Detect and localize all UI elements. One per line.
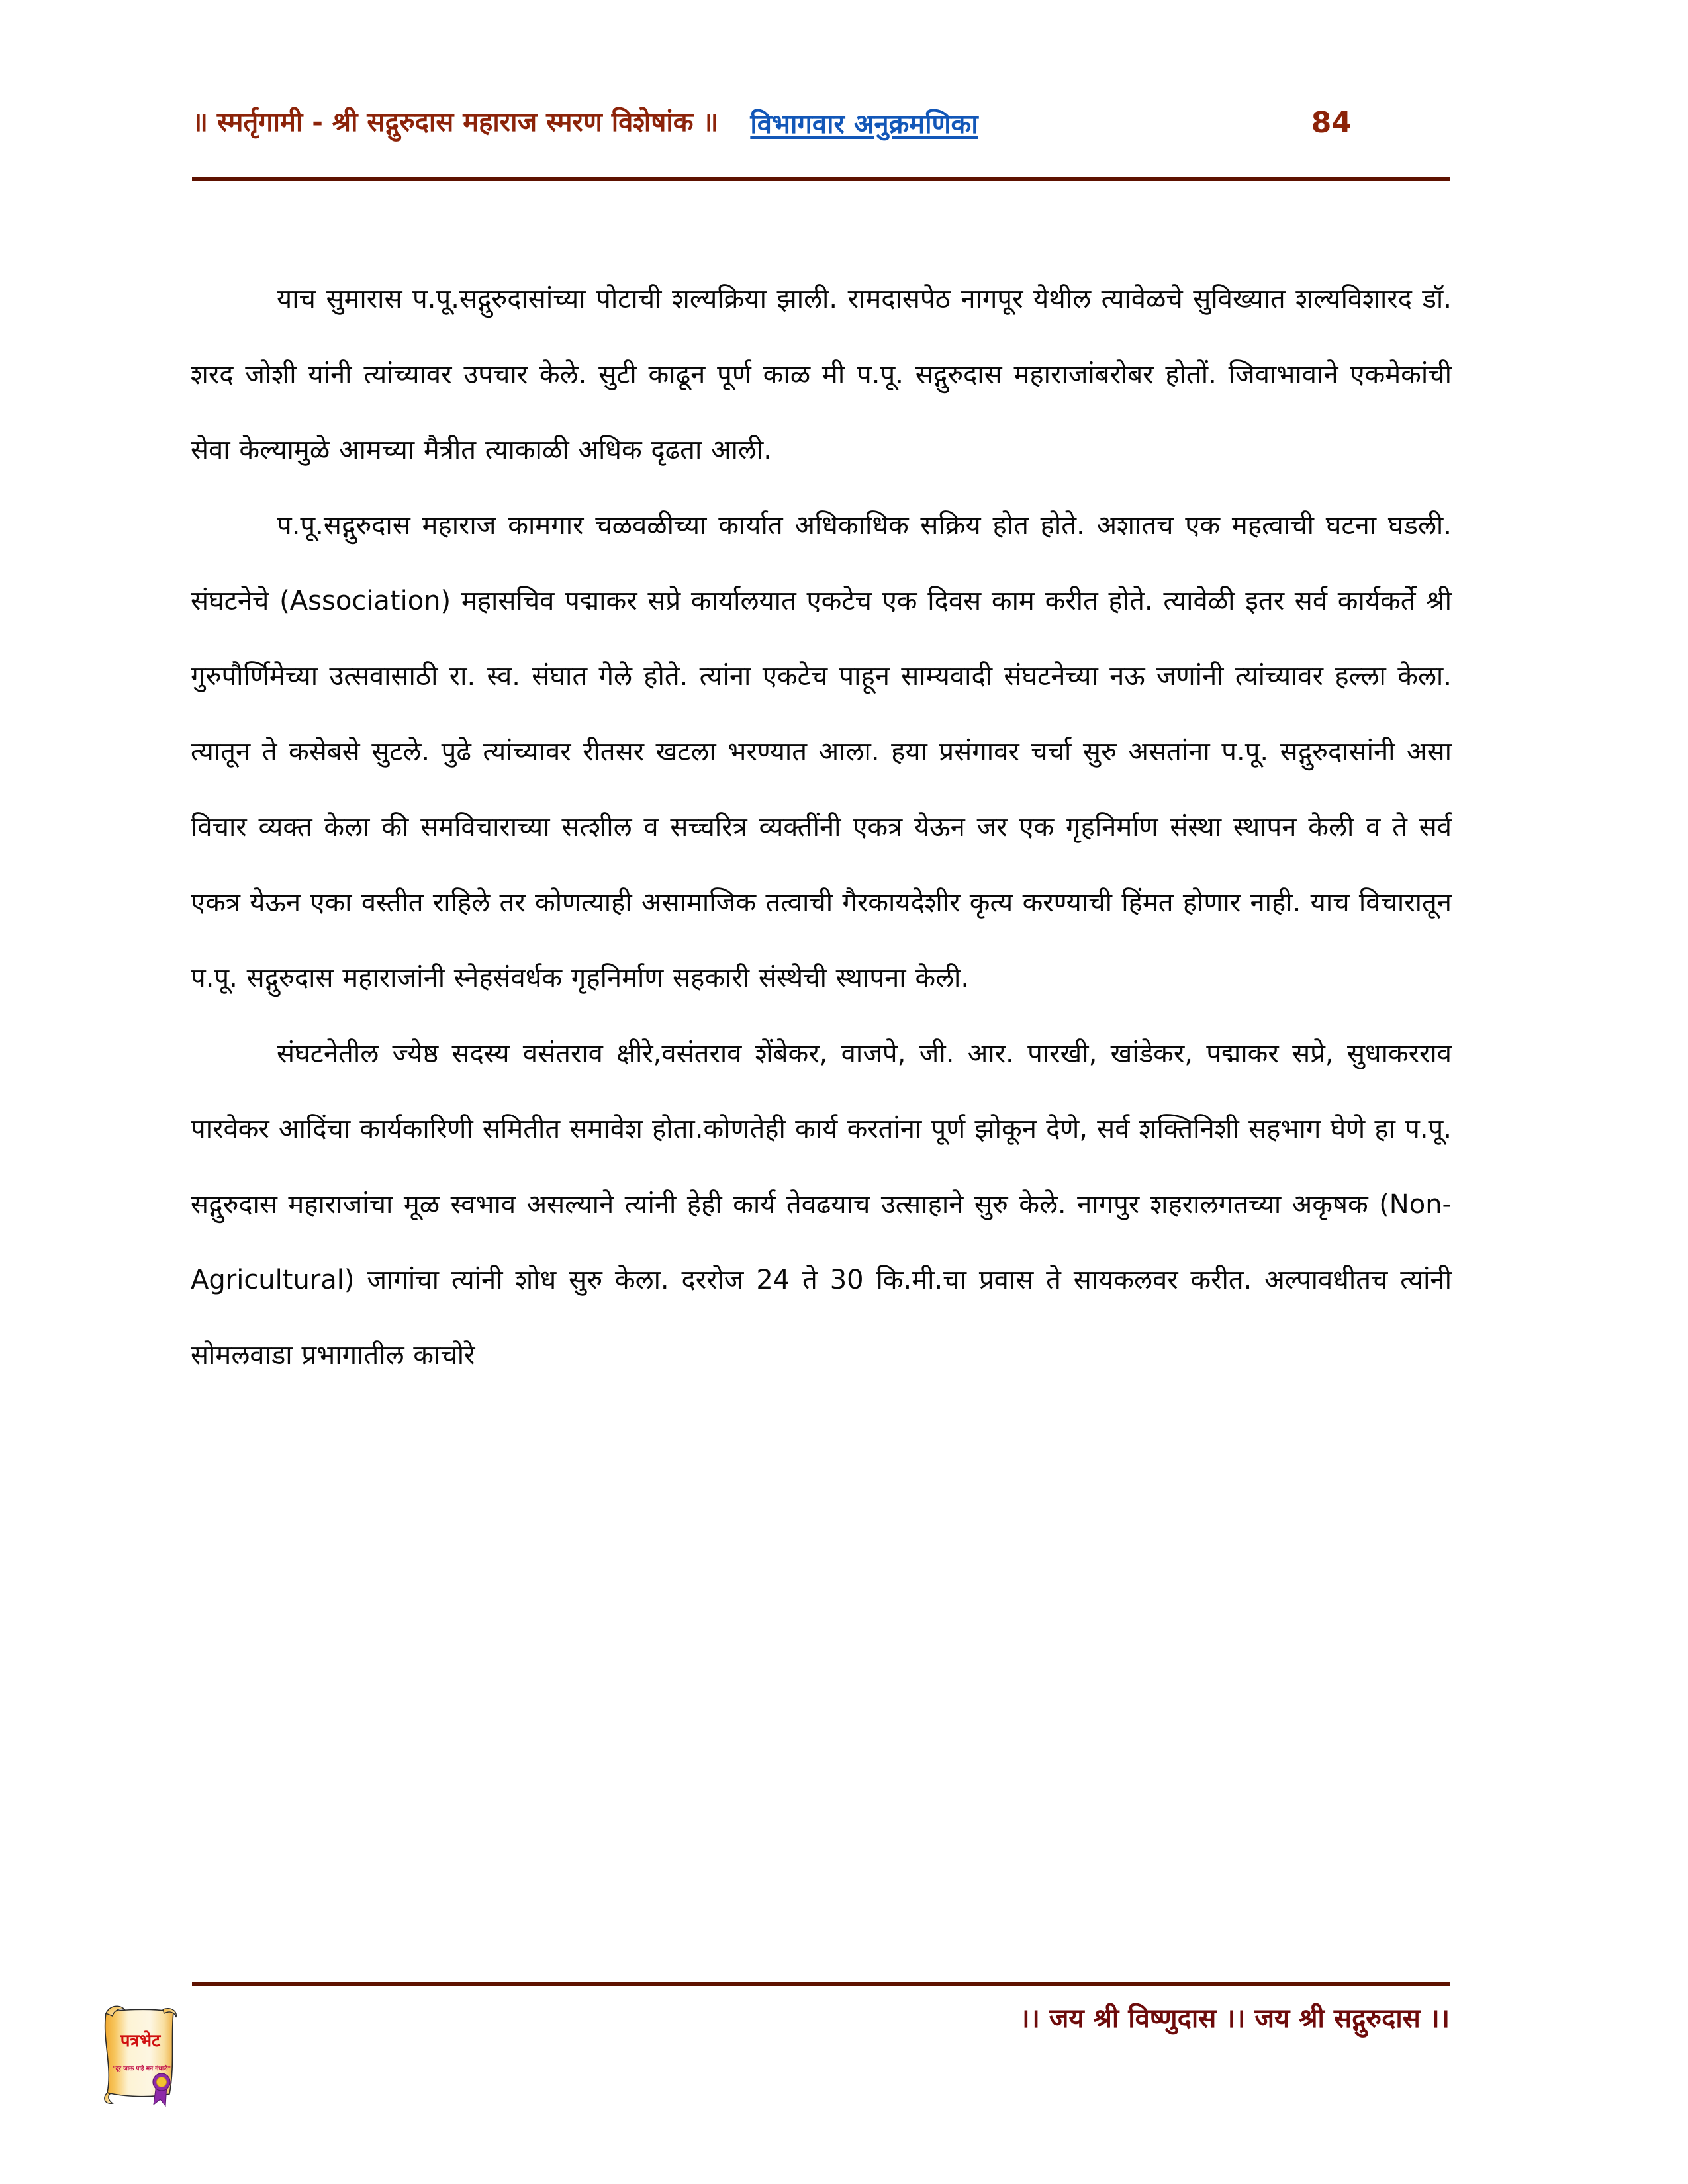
page-number: 84 — [1311, 105, 1352, 140]
body-paragraph: संघटनेतील ज्येष्ठ सदस्य वसंतराव क्षीरे,वसंतराव शेंबेकर, वाजपे, जी. आर. पारखी, खांडेकर, पद्माकर सप्रे, सुधाकरराव पारवेकर आदिंचा कार्यकारिणी समितीत समावेश होता.कोणतेही कार्य करतांना पूर्ण झोकून देणे, सर्व शक्तिनिशी सहभाग घेणे हा प.पू. सद्गुरुदास महाराजांचा मूळ स्वभाव असल्याने त्यांनी हेही कार्य तेवढयाच उत्साहाने सुरु केले. नागपुर शहरालगतच्या अकृषक (Non-Agricultural) जागांचा त्यांनी शोध सुरु केला. दररोज 24 ते 30 कि.मी.चा प्रवास ते सायकलवर करीत. अल्पावधीतच त्यांनी सोमलवाडा प्रभागातील काचोरे — [191, 1038, 1452, 1371]
logo-title-text: पत्रभेट — [120, 2031, 161, 2051]
body-paragraph: प.पू.सद्गुरुदास महाराज कामगार चळवळीच्या कार्यात अधिकाधिक सक्रिय होत होते. अशातच एक महत्वाची घटना घडली. संघटनेचे (Association) महासचिव पद्माकर सप्रे कार्यालयात एकटेच एक दिवस काम करीत होते. त्यावेळी इतर सर्व कार्यकर्ते श्री गुरुपौर्णिमेच्या उत्सवासाठी रा. स्व. संघात गेले होते. त्यांना एकटेच पाहून साम्यवादी संघटनेच्या नऊ जणांनी त्यांच्यावर हल्ला केला. त्यातून ते कसेबसे सुटले. पुढे त्यांच्यावर रीतसर खटला भरण्यात आला. हया प्रसंगावर चर्चा सुरु असतांना प.पू. सद्गुरुदासांनी असा विचार व्यक्त केला की समविचाराच्या सत्शील व सच्चरित्र व्यक्तींनी एकत्र येऊन जर एक गृहनिर्माण संस्था स्थापन केली व ते सर्व एकत्र येऊन एका वस्तीत राहिले तर कोणत्याही असामाजिक तत्वाची गैरकायदेशीर कृत्य करण्याची हिंमत होणार नाही. याच विचारातून प.पू. सद्गुरुदास महाराजांनी स्नेहसंवर्धक गृहनिर्माण सहकारी संस्थेची स्थापना केली. — [191, 510, 1452, 993]
body-paragraph: याच सुमारास प.पू.सद्गुरुदासांच्या पोटाची शल्यक्रिया झाली. रामदासपेठ नागपूर येथील त्यावेळचे सुविख्यात शल्यविशारद डॉ. शरद जोशी यांनी त्यांच्यावर उपचार केले. सुटी काढून पूर्ण काळ मी प.पू. सद्गुरुदास महाराजांबरोबर होतों. जिवाभावाने एकमेकांची सेवा केल्यामुळे आमच्या मैत्रीत त्याकाळी अधिक दृढता आली. — [191, 284, 1452, 465]
footer-divider-rule — [192, 1982, 1450, 1986]
patrabhet-scroll-logo — [90, 1997, 193, 2109]
ribbon-seal-inner — [157, 2077, 167, 2087]
footer-invocation-text: ।। जय श्री विष्णुदास ।। जय श्री सद्गुरुदास ।। — [1019, 2003, 1450, 2034]
scroll-bottom-curl — [105, 2093, 113, 2103]
logo-tagline-text: "दूर जाऊ पाहे मन गंधाले" — [112, 2066, 171, 2072]
header-divider-rule — [192, 177, 1450, 181]
page-header-title: ॥ स्मर्तृगामी - श्री सद्गुरुदास महाराज स्मरण विशेषांक ॥ — [192, 107, 719, 138]
body-text-area — [191, 261, 1452, 1393]
index-link[interactable]: विभागवार अनुक्रमणिका — [750, 109, 978, 140]
page-header — [192, 93, 1450, 152]
